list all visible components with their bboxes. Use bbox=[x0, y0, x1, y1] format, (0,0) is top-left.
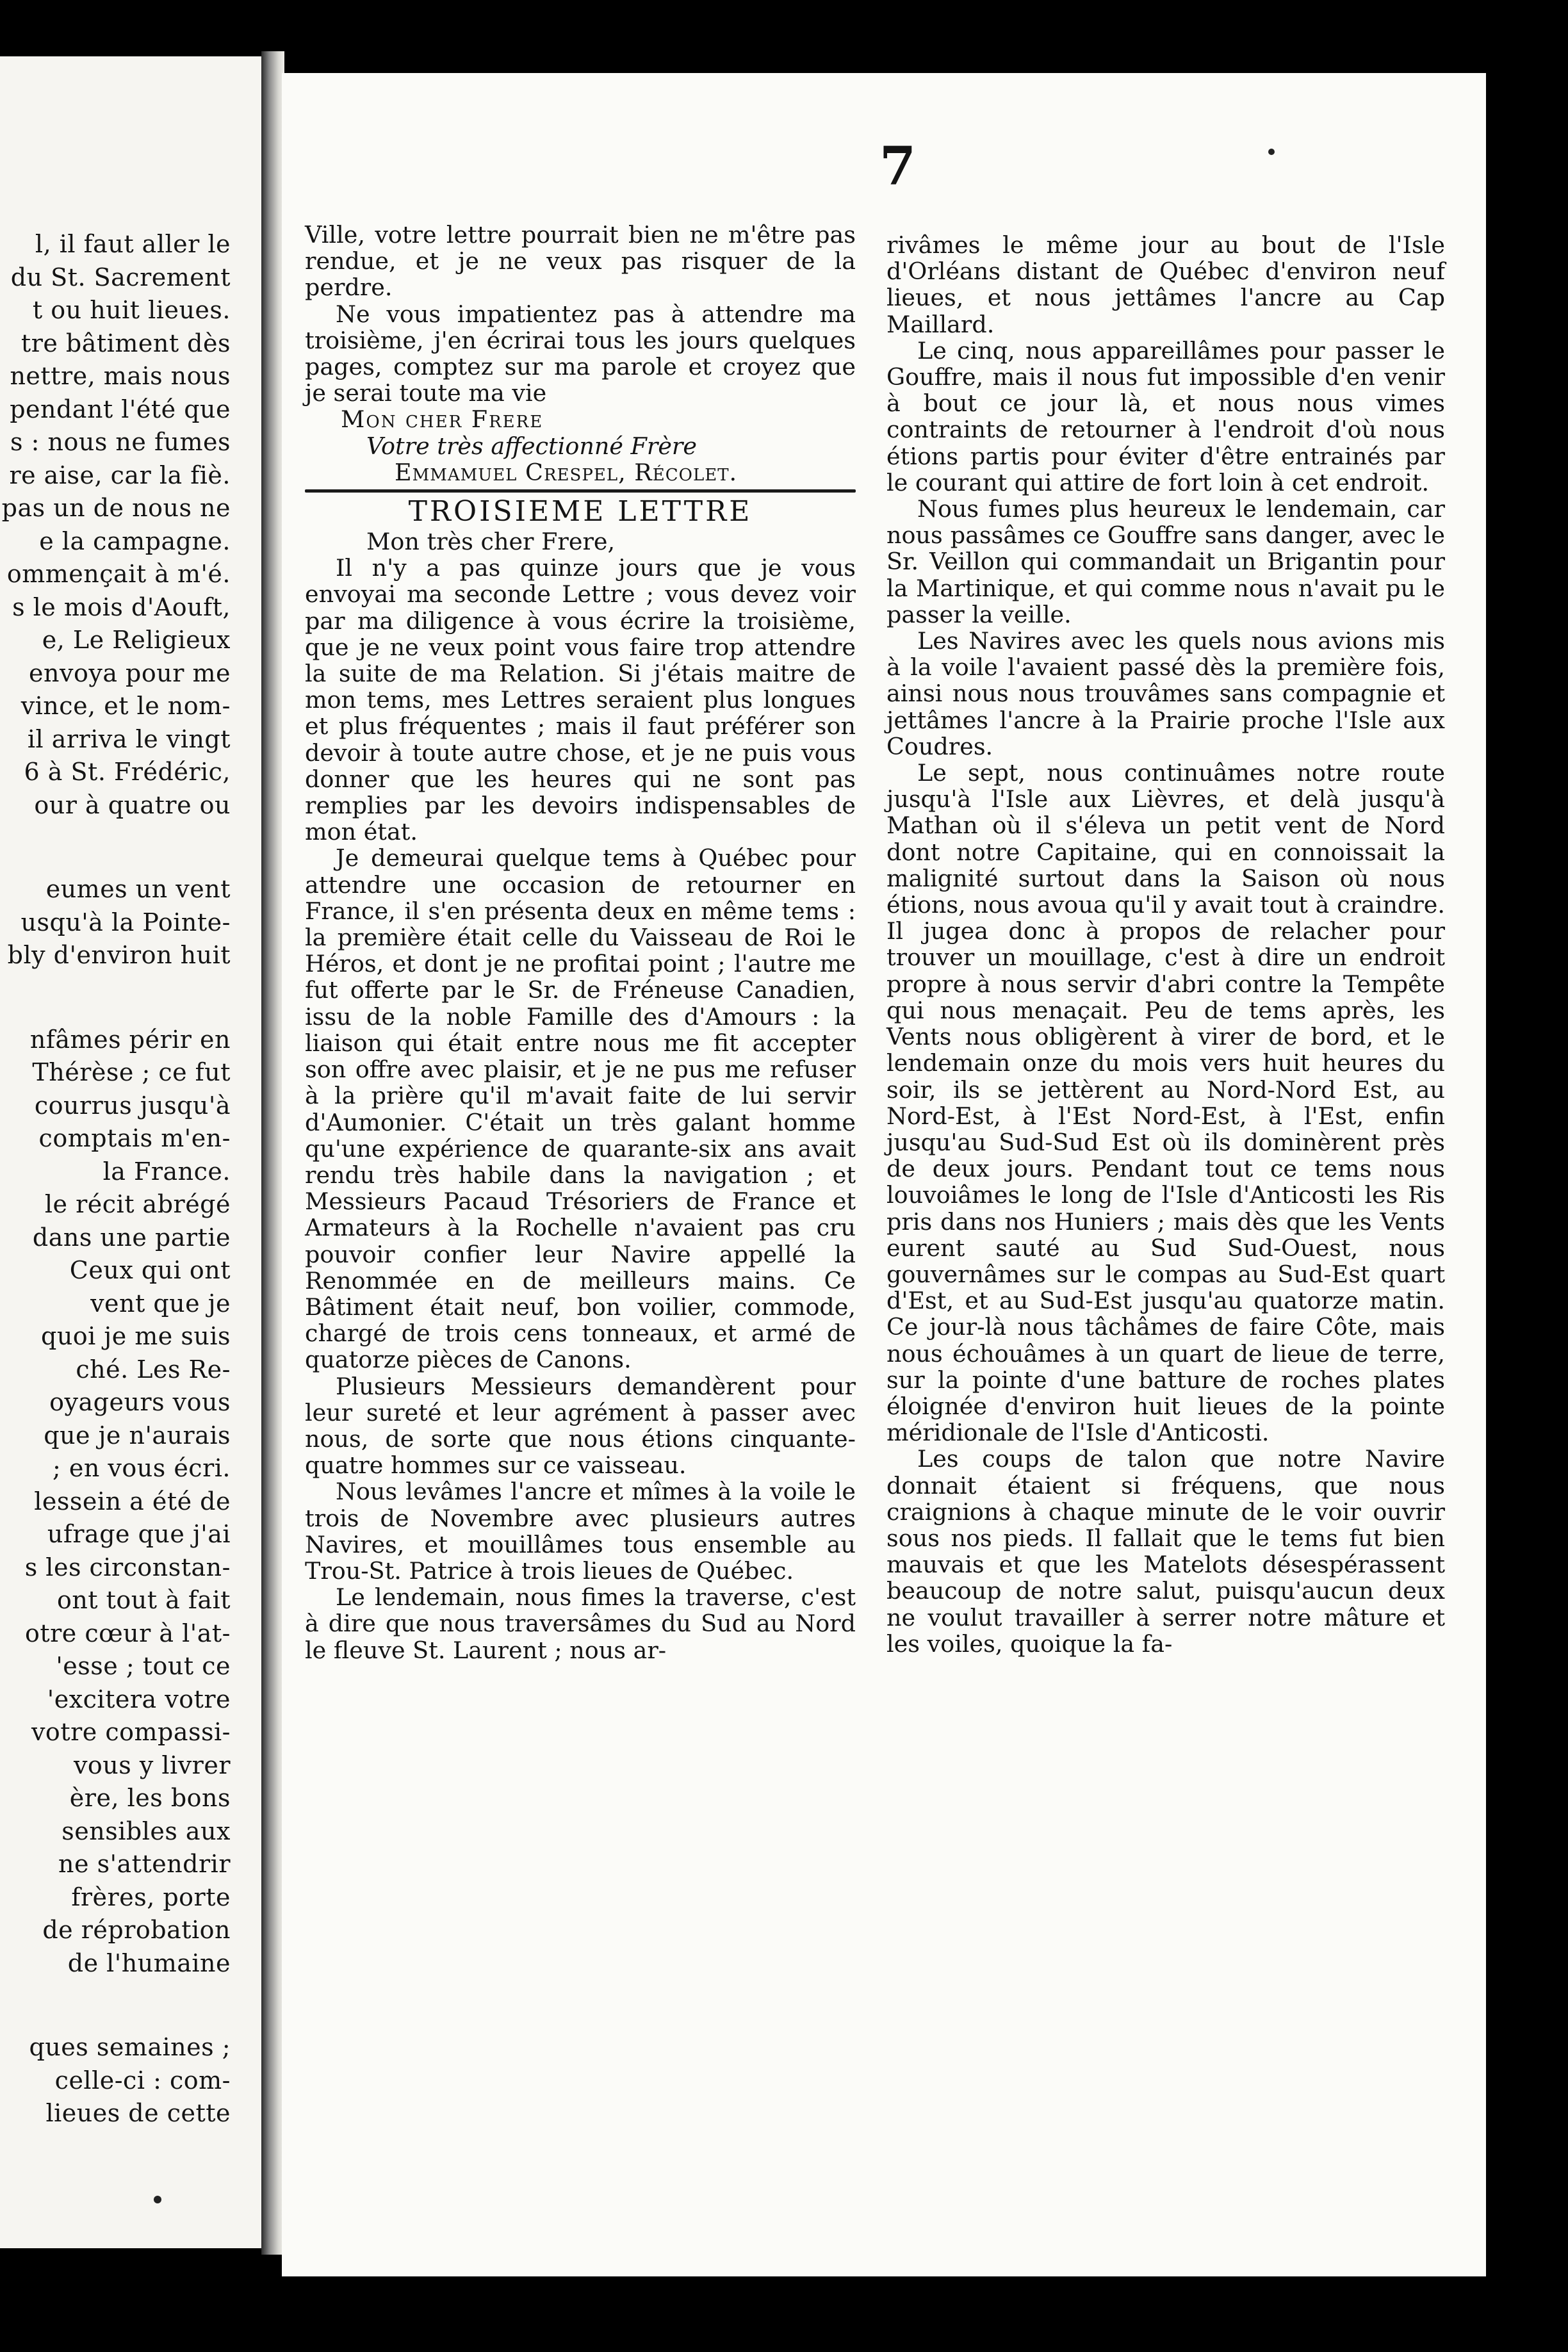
left-page-line: otre cœur à l'at- bbox=[24, 1619, 231, 1647]
left-page-fragment bbox=[0, 56, 261, 2248]
left-page-line: pendant l'été que bbox=[10, 395, 231, 423]
right-column bbox=[886, 232, 1445, 1657]
body-paragraph: Nous fumes plus heureux le lendemain, car nous passâmes ce Gouffre sans danger, avec le Sr. Veillon qui commandait un Brigantin pour la Martinique, et qui comme nous n'avait pu le passer la veille. bbox=[886, 495, 1445, 628]
intro-paragraph: Ville, votre lettre pourrait bien ne m'être pas rendue, et je ne veux pas risquer de la perdre. bbox=[305, 221, 856, 302]
left-page-line: re aise, car la fiè. bbox=[9, 461, 231, 489]
left-page-line: l, il faut aller le bbox=[35, 230, 231, 258]
left-page-line: quoi je me suis bbox=[41, 1322, 231, 1350]
left-page-line: ; en vous écri. bbox=[53, 1454, 231, 1482]
left-page-line: 'exciterа votre bbox=[47, 1685, 231, 1713]
body-paragraph: Le lendemain, nous fimes la traverse, c'est à dire que nous traversâmes du Sud au Nord le fleuve St. Laurent ; nous ar- bbox=[305, 1583, 856, 1664]
left-page-line: que je n'aurais bbox=[44, 1421, 231, 1450]
left-page-line: lessein a été de bbox=[34, 1487, 231, 1515]
left-page-line: Thérèse ; ce fut bbox=[32, 1058, 231, 1086]
left-page-line: celle-ci : com- bbox=[54, 2066, 231, 2095]
closing-paragraph: Ne vous impatientez pas à attendre ma troisième, j'en écrirai tous les jours quelques pages, comptez sur ma parole et croyez que je serai toute ma vie bbox=[305, 300, 856, 407]
ink-dot bbox=[154, 2196, 161, 2203]
body-paragraph: rivâmes le même jour au bout de l'Isle d'Orléans distant de Québec d'environ neuf lieues, et nous jettâmes l'ancre au Cap Maillard. bbox=[886, 231, 1445, 338]
left-page-line: s les circonstan- bbox=[24, 1553, 231, 1581]
section-rule bbox=[305, 489, 856, 493]
left-page-line: ère, les bons bbox=[69, 1784, 231, 1812]
left-page-line: t ou huit lieues. bbox=[32, 296, 231, 324]
left-column bbox=[305, 222, 856, 1663]
left-page-line: frères, porte bbox=[71, 1882, 231, 1911]
left-page-line: nettre, mais nous bbox=[10, 362, 231, 390]
left-page-line: ont tout à fait bbox=[56, 1586, 231, 1614]
page-number: 7 bbox=[879, 136, 917, 197]
left-page-line: votre compassi- bbox=[31, 1718, 231, 1746]
left-page-line bbox=[0, 972, 255, 1024]
left-page-line: lieues de cette bbox=[45, 2099, 231, 2127]
left-page-line: vous y livrer bbox=[73, 1751, 231, 1779]
left-page-line: la France. bbox=[102, 1157, 231, 1186]
body-paragraph: Nous levâmes l'ancre et mîmes à la voile le trois de Novembre avec plusieurs autres Navires, et mouillâmes tous ensemble au Trou-St. Patrice à trois lieues de Québec. bbox=[305, 1478, 856, 1585]
signature-salutation: Mon cher Frere bbox=[341, 405, 544, 434]
body-paragraph: Les coups de talon que notre Navire donnait étaient si fréquens, que nous craignions à chaque minute de le voir ouvrir sous nos pieds. Il fallait que le tems fut bien mauvais et que les Matelots désespérassent beaucoup de notre salut, puisqu'aucun deux ne voulut travailler à serrer notre mâture et les voiles, quoique la fa- bbox=[886, 1445, 1445, 1658]
book-gutter bbox=[261, 51, 284, 2255]
left-page-line: 'esse ; tout ce bbox=[56, 1652, 231, 1680]
left-page-line: 6 à St. Frédéric, bbox=[24, 758, 231, 786]
left-page-line: eumes un vent bbox=[45, 875, 231, 903]
left-page-line: our à quatre ou bbox=[34, 790, 231, 819]
left-page-line: le récit abrégé bbox=[44, 1190, 231, 1218]
left-page-line: ommençait à m'é. bbox=[6, 560, 231, 588]
left-page-line: sensibles aux bbox=[61, 1817, 231, 1845]
body-paragraph: Le cinq, nous appareillâmes pour passer le Gouffre, mais il nous fut impossible d'en venir à bout ce jour là, et nous nous vimes contraints de retourner à l'endroit d'où nous étions partis pour éviter d'être entrainés par le courant qui attire de fort loin à cet endroit. bbox=[886, 336, 1445, 496]
left-page-line: e la campagne. bbox=[39, 527, 231, 555]
left-page-line: dans une partie bbox=[32, 1223, 231, 1252]
left-page-line: courrus jusqu'à bbox=[34, 1091, 231, 1120]
left-page-line: du St. Sacrement bbox=[10, 263, 231, 291]
letter-salutation: Mon très cher Frere, bbox=[366, 528, 616, 556]
left-page-line: ne s'attendrir bbox=[58, 1850, 231, 1878]
left-page-line: s : nous ne fumes bbox=[10, 428, 231, 456]
left-page-line: oyageurs vous bbox=[49, 1388, 231, 1416]
signature-closing: Votre très affectionné Frère bbox=[366, 432, 697, 460]
left-page-line: vince, et le nom- bbox=[20, 692, 231, 720]
left-page-text bbox=[0, 228, 255, 2150]
left-page-line: envoya pour me bbox=[29, 658, 231, 687]
left-page-line: e, Le Religieux bbox=[42, 626, 231, 654]
ink-speck bbox=[1268, 149, 1275, 155]
body-paragraph: Plusieurs Messieurs demandèrent pour leur sureté et leur agrément à passer avec nous, de sorte que nous étions cinquante-quatre hommes sur ce vaisseau. bbox=[305, 1372, 856, 1480]
left-page-line: ufrage que j'ai bbox=[47, 1520, 231, 1548]
left-page-line bbox=[0, 1980, 255, 2031]
left-page-line: s le mois d'Aouft, bbox=[12, 592, 231, 621]
left-page-line: ques semaines ; bbox=[29, 2033, 231, 2061]
left-page-line: Ceux qui ont bbox=[69, 1256, 231, 1284]
left-page-line: de réprobation bbox=[42, 1916, 231, 1944]
left-page-line: de l'humaine bbox=[67, 1948, 231, 1977]
left-page-line: il arriva le vingt bbox=[27, 724, 231, 753]
left-page-line: pas un de nous ne bbox=[1, 494, 231, 522]
body-paragraph: Il n'y a pas quinze jours que je vous envoyai ma seconde Lettre ; vous devez voir par ma diligence à vous écrire la troisième, que je ne veux point vous faire trop attendre la suite de ma Relation. Si j'étais maitre de mon tems, mes Lettres seraient plus longues et plus fréquentes ; mais il faut préférer son devoir à toute autre chose, et je ne puis vous donner que les heures qui ne sont pas remplies par les devoirs indispensables de mon état. bbox=[305, 554, 856, 846]
left-page-line: tre bâtiment dès bbox=[20, 329, 231, 357]
left-page-line bbox=[0, 822, 255, 873]
body-paragraph: Le sept, nous continuâmes notre route jusqu'à l'Isle aux Lièvres, et delà jusqu'à Mathan où il s'éleva un petit vent de Nord dont notre Capitaine, qui en connoissait la malignité surtout dans la Saison où nous étions, nous avoua qu'il y avait tout à craindre. Il jugea donc à propos de relacher pour trouver un mouillage, c'est à dire un endroit propre à nous servir d'abri contre la Tempête qui nous menaçait. Peu de tems après, les Vents nous obligèrent à virer de bord, et le lendemain onze du mois vers huit heures du soir, ils se jettèrent au Nord-Nord Est, au Nord-Est, à l'Est Nord-Est, à l'Est, enfin jusqu'au Sud-Sud Est où ils dominèrent près de deux jours. Pendant tout ce tems nous louvoiâmes le long de l'Isle d'Anticosti les Ris pris dans nos Huniers ; mais dès que les Vents eurent sauté au Sud Sud-Ouest, nous gouvernâmes sur le compas au Sud-Est quart d'Est, et au Sud-Est jusqu'au quatorze matin. Ce jour-là nous tâchâmes de faire Côte, mais nous échouâmes à un quart de lieue de terre, sur la pointe d'une batture de roches plates éloignée d'environ huit lieues de la pointe méridionale de l'Isle d'Anticosti. bbox=[886, 759, 1445, 1447]
body-paragraph: Les Navires avec les quels nous avions mis à la voile l'avaient passé dès la première fois, ainsi nous nous trouvâmes sans compagnie et jettâmes l'ancre à la Prairie proche l'Isle aux Coudres. bbox=[886, 627, 1445, 760]
left-page-line: ché. Les Re- bbox=[76, 1355, 231, 1384]
left-page-line: bly d'environ huit bbox=[7, 941, 231, 969]
body-paragraph: Je demeurai quelque tems à Québec pour attendre une occasion de retourner en France, il s'en présenta deux en même tems : la première était celle du Vaisseau de Roi le Héros, et dont je ne profitai point ; l'autre me fut offerte par le Sr. de Fréneuse Canadien, issu de la noble Famille des d'Amours : la liaison qui était entre nous me fit accepter son offre avec plaisir, et je ne pus me refuser à la prière qu'il m'avait faite de lui servir d'Aumonier. C'était un très galant homme qu'une expérience de quarante-six ans avait rendu très habile dans la navigation ; et Messieurs Pacaud Trésoriers de France et Armateurs à la Rochelle n'avaient pas cru pouvoir confier leur Navire appellé la Renommée en de meilleurs mains. Ce Bâtiment était neuf, bon voilier, commode, chargé de trois cens tonneaux, et armé de quatorze pièces de Canons. bbox=[305, 844, 856, 1374]
left-page-line: nfâmes périr en bbox=[29, 1025, 231, 1054]
signature-name: Emmamuel Crespel, Récolet. bbox=[395, 458, 738, 486]
left-page-line: vent que je bbox=[90, 1289, 231, 1318]
left-page-line: comptais m'en- bbox=[38, 1124, 231, 1152]
left-page-line: usqu'à la Pointe- bbox=[20, 908, 231, 936]
letter-heading: TROISIEME LETTRE bbox=[408, 495, 753, 528]
